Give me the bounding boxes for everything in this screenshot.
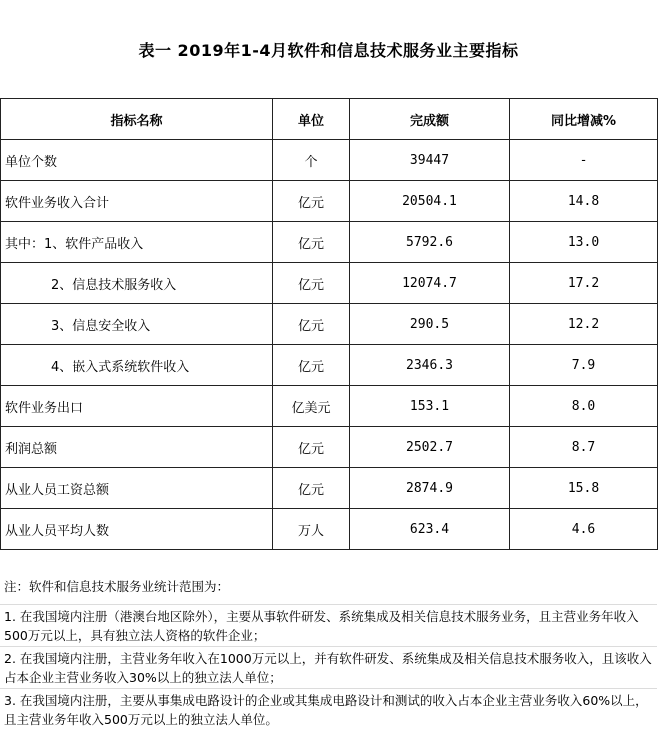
row-change[interactable]: 17.2 — [510, 263, 658, 304]
note-item-3[interactable]: 3. 在我国境内注册，主要从事集成电路设计的企业或其集成电路设计和测试的收入占本企业主营业务收入60%以上，且主营业务年收入500万元以上的独立法人单位。 — [4, 693, 648, 727]
row-change[interactable]: 4.6 — [510, 509, 658, 550]
row-unit[interactable]: 亿元 — [273, 468, 350, 509]
row-change[interactable]: 8.0 — [510, 386, 658, 427]
notes-section — [0, 569, 657, 743]
row-unit[interactable]: 亿美元 — [273, 386, 350, 427]
row-value[interactable]: 12074.7 — [350, 263, 510, 304]
row-name[interactable]: 2、信息技术服务收入 — [1, 263, 273, 304]
table-row — [1, 427, 658, 468]
header-unit[interactable]: 单位 — [273, 99, 350, 140]
row-name[interactable]: 从业人员工资总额 — [1, 468, 273, 509]
note-heading[interactable]: 注：软件和信息技术服务业统计范围为： — [0, 569, 657, 605]
table-row — [1, 304, 658, 345]
row-unit[interactable]: 万人 — [273, 509, 350, 550]
row-change[interactable]: 12.2 — [510, 304, 658, 345]
header-value[interactable]: 完成额 — [350, 99, 510, 140]
row-name[interactable]: 4、嵌入式系统软件收入 — [1, 345, 273, 386]
row-value[interactable]: 290.5 — [350, 304, 510, 345]
row-unit[interactable]: 亿元 — [273, 304, 350, 345]
row-name[interactable]: 其中：1、软件产品收入 — [1, 222, 273, 263]
row-unit[interactable]: 亿元 — [273, 181, 350, 222]
row-change[interactable]: - — [510, 140, 658, 181]
header-row — [1, 99, 658, 140]
header-change[interactable]: 同比增减% — [510, 99, 658, 140]
table-row — [1, 345, 658, 386]
row-unit[interactable]: 亿元 — [273, 427, 350, 468]
row-name[interactable]: 3、信息安全收入 — [1, 304, 273, 345]
row-name[interactable]: 单位个数 — [1, 140, 273, 181]
row-unit[interactable]: 个 — [273, 140, 350, 181]
row-value[interactable]: 153.1 — [350, 386, 510, 427]
table-row — [1, 509, 658, 550]
row-name[interactable]: 利润总额 — [1, 427, 273, 468]
row-value[interactable]: 2346.3 — [350, 345, 510, 386]
note-item-1[interactable]: 1. 在我国境内注册（港澳台地区除外），主要从事软件研发、系统集成及相关信息技术服务业务，且主营业务年收入500万元以上，具有独立法人资格的软件企业； — [0, 605, 657, 647]
row-change[interactable]: 8.7 — [510, 427, 658, 468]
row-change[interactable]: 7.9 — [510, 345, 658, 386]
table-row — [1, 222, 658, 263]
indicator-table — [0, 98, 658, 550]
row-value[interactable]: 2502.7 — [350, 427, 510, 468]
row-name[interactable]: 软件业务出口 — [1, 386, 273, 427]
row-value[interactable]: 2874.9 — [350, 468, 510, 509]
row-value[interactable]: 20504.1 — [350, 181, 510, 222]
header-indicator-name[interactable]: 指标名称 — [1, 99, 273, 140]
row-value[interactable]: 623.4 — [350, 509, 510, 550]
row-unit[interactable]: 亿元 — [273, 345, 350, 386]
row-change[interactable]: 13.0 — [510, 222, 658, 263]
note-item-2[interactable]: 2. 在我国境内注册，主营业务年收入在1000万元以上，并有软件研发、系统集成及相关信息技术服务收入，且该收入占本企业主营业务收入30%以上的独立法人单位； — [0, 647, 657, 689]
row-unit[interactable]: 亿元 — [273, 222, 350, 263]
table-row — [1, 140, 658, 181]
table-row — [1, 468, 658, 509]
row-name[interactable]: 从业人员平均人数 — [1, 509, 273, 550]
row-unit[interactable]: 亿元 — [273, 263, 350, 304]
row-value[interactable]: 5792.6 — [350, 222, 510, 263]
row-change[interactable]: 15.8 — [510, 468, 658, 509]
row-value[interactable]: 39447 — [350, 140, 510, 181]
table-row — [1, 263, 658, 304]
table-title: 表一 2019年1-4月软件和信息技术服务业主要指标 — [138, 40, 519, 60]
table-row — [1, 386, 658, 427]
table-row — [1, 181, 658, 222]
row-name[interactable]: 软件业务收入合计 — [1, 181, 273, 222]
row-change[interactable]: 14.8 — [510, 181, 658, 222]
